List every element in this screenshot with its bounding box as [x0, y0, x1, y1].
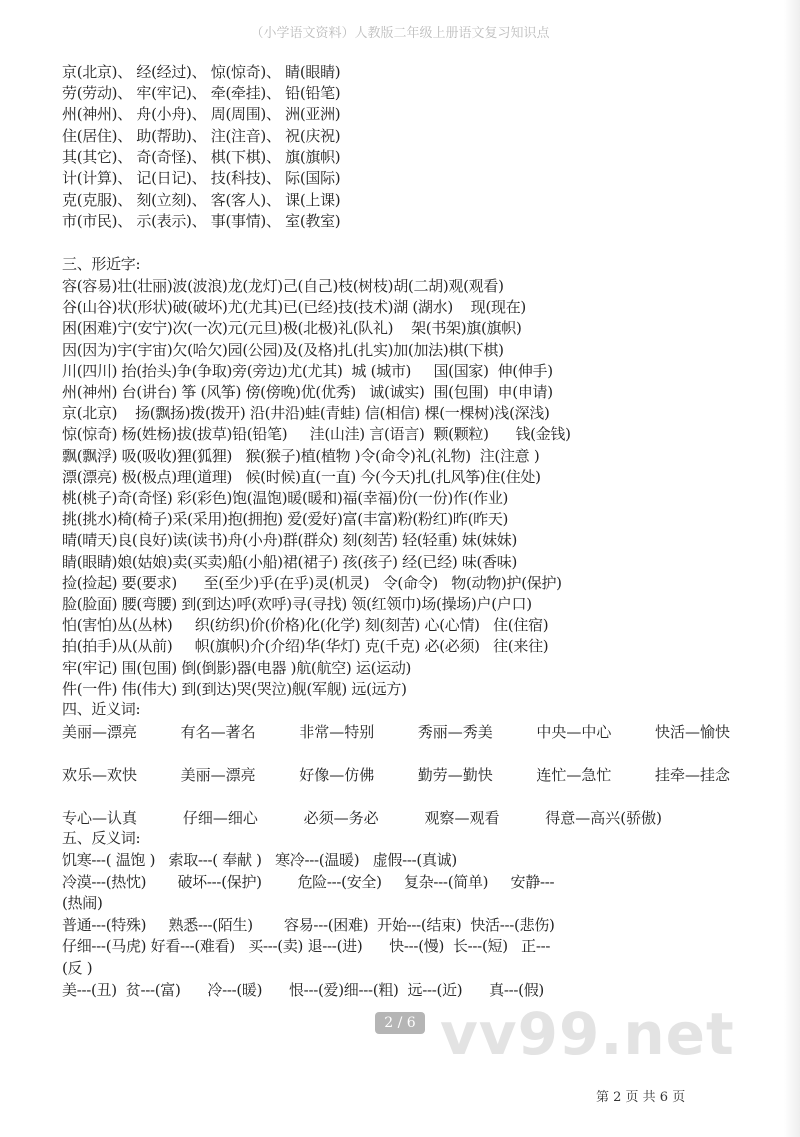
word-line: 克(克服)、 刻(立刻)、 客(客人)、 课(上课) — [62, 191, 341, 209]
synonym-pair: 专心—认真 — [62, 809, 138, 827]
similar-chars-line: 惊(惊奇) 杨(姓杨)拔(拔草)铅(铅笔) 洼(山洼) 言(语言) 颗(颗粒) 钱(金钱) — [62, 425, 571, 444]
antonym-line: (反 ) — [62, 959, 93, 977]
synonym-pair: 秀丽—秀美 — [417, 723, 493, 741]
scrollbar-edge — [784, 0, 800, 1137]
synonym-pair: 挂牵—挂念 — [654, 766, 730, 784]
similar-chars-line: 京(北京) 扬(飘扬)拨(拨开) 沿(井沿)蛙(青蛙) 信(相信) 棵(一棵树)浅(深浅) — [62, 404, 550, 423]
similar-chars-line: 谷(山谷)状(形状)破(破坏)尤(尤其)已(已经)技(技术)湖 (湖水) 现(现在) — [62, 298, 526, 317]
similar-chars-line: 川(四川) 抬(抬头)争(争取)旁(旁边)尤(尤其) 城 (城市) 国(国家) 伸(伸手) — [62, 361, 553, 380]
synonym-pair: 美丽—漂亮 — [62, 723, 138, 741]
page-indicator: 2 / 6 — [375, 1012, 425, 1034]
section-heading-similar-chars: 三、形近字: — [62, 255, 141, 273]
synonym-pair: 勤劳—勤快 — [417, 766, 493, 784]
page-footer: 第 2 页 共 6 页 — [596, 1090, 686, 1105]
synonym-row — [62, 808, 662, 828]
synonym-pair: 有名—著名 — [180, 723, 256, 741]
synonym-pair: 好像—仿佛 — [299, 766, 375, 784]
similar-chars-line: 怕(害怕)丛(丛林) 织(纺织)价(价格)化(化学) 刻(刻苦) 心(心情) 住(住宿) — [62, 616, 549, 635]
word-line: 住(居住)、 助(帮助)、 注(注音)、 祝(庆祝) — [62, 127, 341, 145]
synonym-pair: 必须—务必 — [303, 809, 379, 827]
word-line: 市(市民)、 示(表示)、 事(事情)、 室(教室) — [62, 212, 341, 230]
similar-chars-line: 脸(脸面) 腰(弯腰) 到(到达)呼(欢呼)寻(寻找) 领(红领巾)场(操场)户(户口) — [62, 595, 532, 613]
antonym-line: 冷漠---(热忱) 破坏---(保护) 危险---(安全) 复杂---(简单) 安静--- — [62, 872, 555, 891]
word-line: 其(其它)、 奇(奇怪)、 棋(下棋)、 旗(旗帜) — [62, 148, 341, 166]
synonym-pair: 观察—观看 — [424, 809, 500, 827]
antonym-line: 饥寒---( 温饱 ) 索取---( 奉献 ) 寒冷---(温暖) 虚假---(真诚) — [62, 851, 457, 869]
similar-chars-line: 漂(漂亮) 极(极点)理(道理) 候(时候)直(一直) 今(今天)扎(扎风筝)住(住处) — [62, 467, 541, 486]
section-heading-synonyms: 四、近义词: — [62, 700, 141, 718]
synonym-row — [62, 765, 730, 785]
similar-chars-line: 桃(桃子)奇(奇怪) 彩(彩色)饱(温饱)暖(暖和)福(幸福)份(一份)作(作业) — [62, 489, 509, 507]
similar-chars-line: 件(一件) 伟(伟大) 到(到达)哭(哭泣)舰(军舰) 远(远方) — [62, 679, 407, 698]
similar-chars-line: 州(神州) 台(讲台) 筝 (风筝) 傍(傍晚)优(优秀) 诚(诚实) 围(包围) 申(申请) — [62, 383, 553, 401]
synonym-pair: 欢乐—欢快 — [62, 766, 138, 784]
similar-chars-line: 因(因为)宇(宇宙)欠(哈欠)园(公园)及(及格)扎(扎实)加(加法)棋(下棋) — [62, 340, 504, 359]
antonym-line: 普通---(特殊) 熟悉---(陌生) 容易---(困难) 开始---(结束) 快活---(悲伤) — [62, 915, 555, 934]
watermark: vv99.net — [440, 1000, 735, 1068]
antonym-line: 仔细---(马虎) 好看---(难看) 买---(卖) 退---(进) 快---(慢) 长---(短) 正--- — [62, 937, 551, 956]
similar-chars-line: 挑(挑水)椅(椅子)采(采用)抱(拥抱) 爱(爱好)富(丰富)粉(粉红)昨(昨天) — [62, 510, 509, 529]
synonym-pair: 仔细—细心 — [182, 809, 258, 827]
word-line: 州(神州)、 舟(小舟)、 周(周围)、 洲(亚洲) — [62, 105, 341, 123]
word-line: 计(计算)、 记(日记)、 技(科技)、 际(国际) — [62, 169, 341, 187]
antonym-line: 美---(丑) 贫---(富) 冷---(暖) 恨---(爱)细---(粗) 远---(近) 真---(假) — [62, 980, 544, 999]
synonym-pair: 非常—特别 — [299, 723, 375, 741]
similar-chars-line: 拍(拍手)从(从前) 帜(旗帜)介(介绍)华(华灯) 克(千克) 必(必须) 往(来往) — [62, 637, 549, 656]
similar-chars-line: 捡(捡起) 要(要求) 至(至少)乎(在乎)灵(机灵) 令(命令) 物(动物)护(保护) — [62, 573, 562, 592]
similar-chars-line: 睛(眼睛)娘(姑娘)卖(买卖)船(小船)裙(裙子) 孩(孩子) 经(已经) 味(香味) — [62, 552, 518, 571]
similar-chars-line: 飘(飘浮) 吸(吸收)狸(狐狸) 猴(猴子)植(植物 )令(命令)礼(礼物) 注(注意 ) — [62, 446, 540, 465]
word-line: 京(北京)、 经(经过)、 惊(惊奇)、 睛(眼睛) — [62, 63, 341, 81]
synonym-pair: 连忙—急忙 — [536, 766, 612, 784]
synonym-pair: 美丽—漂亮 — [180, 766, 256, 784]
synonym-pair: 得意—高兴(骄傲) — [545, 809, 662, 827]
similar-chars-line: 困(困难)宁(安宁)次(一次)元(元旦)极(北极)礼(队礼) 架(书架)旗(旗帜) — [62, 319, 522, 338]
synonym-row — [62, 722, 730, 742]
document-header: （小学语文资料）人教版二年级上册语文复习知识点 — [250, 26, 550, 41]
antonym-line: (热闹) — [62, 894, 103, 913]
synonym-pair: 中央—中心 — [536, 723, 612, 741]
word-line: 劳(劳动)、 牢(牢记)、 牵(牵挂)、 铅(铅笔) — [62, 84, 341, 102]
similar-chars-line: 晴(晴天)良(良好)读(读书)舟(小舟)群(群众) 刻(刻苦) 轻(轻重) 妹(妹妹) — [62, 531, 518, 550]
similar-chars-line: 容(容易)壮(壮丽)波(波浪)龙(龙灯)己(自己)枝(树枝)胡(二胡)观(观看) — [62, 277, 504, 295]
synonym-pair: 快活—愉快 — [654, 723, 730, 741]
section-heading-antonyms: 五、反义词: — [62, 829, 141, 847]
similar-chars-line: 牢(牢记) 围(包围) 倒(倒影)器(电器 )航(航空) 运(运动) — [62, 658, 412, 677]
